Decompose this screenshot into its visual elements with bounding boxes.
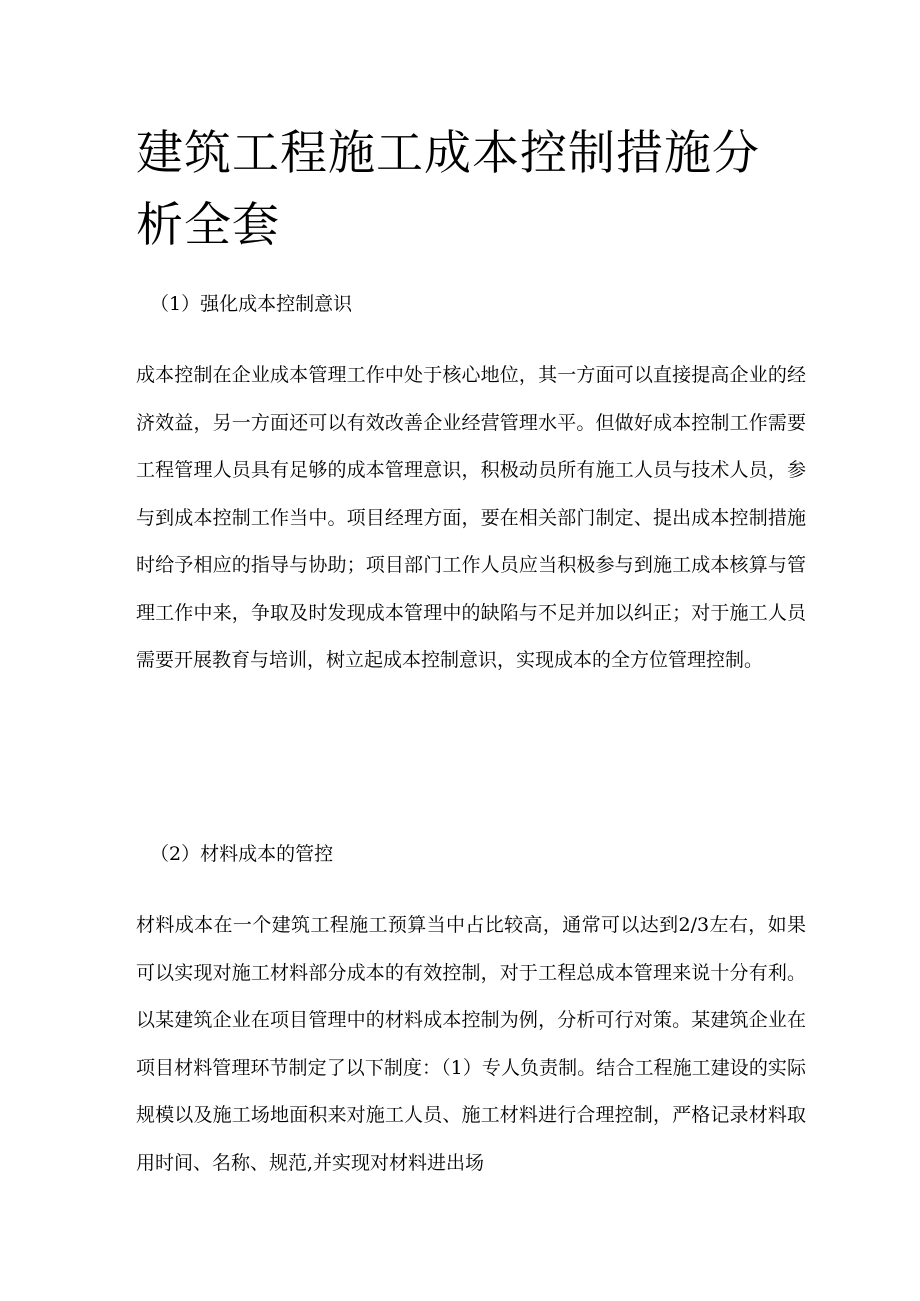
document-title: 建筑工程施工成本控制措施分析全套 [136,126,760,253]
section-paragraph-2: 材料成本在一个建筑工程施工预算当中占比较高，通常可以达到2/3左右，如果可以实现对施工材料部分成本的有效控制，对于工程总成本管理来说十分有利。以某建筑企业在项目管理中的材料成本控制为例，分析可行对策。某建筑企业在项目材料管理环节制定了以下制度：（1）专人负责制。结合工程施工建设的实际规模以及施工场地面积来对施工人员、施工材料进行合理控制，严格记录材料取用时间、名称、规范,并实现对材料进出场 [136,914,806,1174]
section-heading-1: （1）强化成本控制意识 [150,293,353,315]
section-paragraph-1: 成本控制在企业成本管理工作中处于核心地位，其一方面可以直接提高企业的经济效益，另一方面还可以有效改善企业经营管理水平。但做好成本控制工作需要工程管理人员具有足够的成本管理意识，积极动员所有施工人员与技术人员，参与到成本控制工作当中。项目经理方面，要在相关部门制定、提出成本控制措施时给予相应的指导与协助；项目部门工作人员应当积极参与到施工成本核算与管理工作中来，争取及时发现成本管理中的缺陷与不足并加以纠正；对于施工人员需要开展教育与培训，树立起成本控制意识，实现成本的全方位管理控制。 [136,364,806,671]
section-heading-2: （2）材料成本的管控 [150,843,334,865]
